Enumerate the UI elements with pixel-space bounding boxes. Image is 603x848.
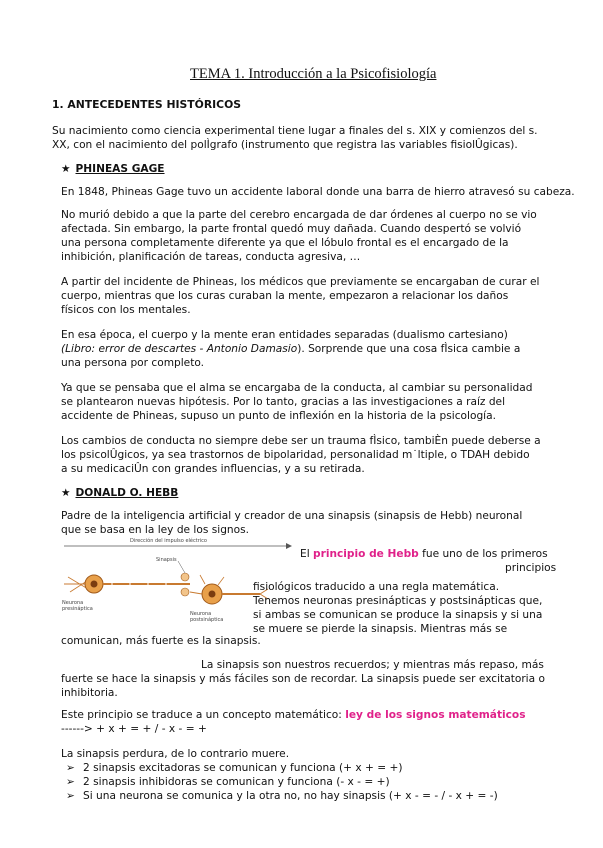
- postsynaptic-nucleus: [209, 591, 216, 598]
- hebb-p2-line-1: [300, 547, 548, 561]
- subheading-donald-hebb: [61, 486, 178, 500]
- hebb-p5-intro: La sinapsis perdura, de lo contrario muere.: [61, 748, 290, 760]
- figure-label-direction: Dirección del impulso eléctrico: [130, 538, 207, 544]
- intro-line-1: Su nacimiento como ciencia experimental tiene lugar a finales del s. XIX y comienzos del s.: [52, 125, 538, 137]
- figure-label-pre-2: presináptica: [62, 606, 93, 612]
- figure-label-pre-1: Neurona: [62, 600, 84, 606]
- phineas-p2-line-3: una persona completamente diferente ya que el lóbulo frontal es el encargado de la: [61, 237, 509, 249]
- arrow-bullet-icon: ➢: [66, 776, 75, 788]
- list-item-text: 2 sinapsis inhibidoras se comunican y funciona (- x - = +): [83, 776, 390, 788]
- hebb-p2-line-2: principios: [505, 562, 557, 574]
- hebb-p1-line-1: Padre de la inteligencia artificial y creador de una sinapsis (sinapsis de Hebb) neuronal: [61, 510, 523, 522]
- phineas-p1-line-1: En 1848, Phineas Gage tuvo un accidente laboral donde una barra de hierro atravesó su cabeza.: [61, 186, 575, 198]
- subheading-donald-hebb-text: DONALD O. HEBB: [75, 487, 179, 499]
- hebb-p2-wrap-1: fisiológicos traducido a una regla matemática.: [253, 581, 500, 593]
- section-heading-antecedentes: 1. ANTECEDENTES HISTÓRICOS: [52, 98, 242, 111]
- phineas-p6-line-2: los psicolÛgicos, ya sea trastornos de bipolaridad, personalidad m˙ltiple, o TDAH debido: [61, 449, 530, 461]
- phineas-p2-line-4: inhibición, planificación de tareas, conducta agresiva, …: [61, 251, 361, 263]
- list-item: [66, 775, 390, 789]
- impulse-direction-arrowhead: [286, 543, 292, 549]
- synaptic-terminal: [181, 573, 189, 581]
- phineas-p6-line-3: a su medicaciÛn con grandes influencias, y a su retirada.: [61, 463, 365, 475]
- principio-hebb-highlight: principio de Hebb: [313, 548, 419, 560]
- ley-signos-highlight: ley de los signos matemáticos: [345, 709, 526, 721]
- phineas-p5-line-2: se plantearon nuevas hipótesis. Por lo tanto, gracias a las investigaciones a raíz del: [61, 396, 506, 408]
- hebb-p2-last: comunican, más fuerte es la sinapsis.: [61, 635, 261, 647]
- list-item: [66, 789, 498, 803]
- synapse-pointer: [178, 561, 185, 573]
- document-title: TEMA 1. Introducción a la Psicofisiología: [190, 66, 437, 82]
- phineas-p5-line-3: accidente de Phineas, supuso un punto de inflexión en la historia de la psicología.: [61, 410, 496, 422]
- hebb-p2-wrap-4: se muere se pierde la sinapsis. Mientras más se: [253, 623, 508, 635]
- figure-label-synapse: Sinapsis: [156, 557, 177, 563]
- hebb-p4-line-1: [61, 708, 526, 722]
- arrow-bullet-icon: ➢: [66, 790, 75, 802]
- list-item: [66, 761, 403, 775]
- phineas-p2-line-2: afectada. Sin embargo, la parte frontal quedó muy dañada. Cuando despertó se volvió: [61, 223, 522, 235]
- subheading-phineas-gage: [61, 162, 165, 176]
- phineas-p4-line-1: En esa época, el cuerpo y la mente eran entidades separadas (dualismo cartesiano): [61, 329, 508, 341]
- list-item-text: 2 sinapsis excitadoras se comunican y funciona (+ x + = +): [83, 762, 403, 774]
- list-item-text: Si una neurona se comunica y la otra no, no hay sinapsis (+ x - = - / - x + = -): [83, 790, 498, 802]
- phineas-p2-line-1: No murió debido a que la parte del cerebro encargada de dar órdenes al cuerpo no se vio: [61, 209, 537, 221]
- intro-line-2: XX, con el nacimiento del polÌgrafo (instrumento que registra las variables fisiolÛgicas).: [52, 139, 518, 151]
- phineas-p6-line-1: Los cambios de conducta no siempre debe ser un trauma fÌsico, tambiÈn puede deberse a: [61, 435, 541, 447]
- figure-label-post-2: postsináptica: [190, 617, 224, 623]
- postsynaptic-dendrite: [218, 577, 224, 585]
- phineas-p4-line-3: una persona por completo.: [61, 357, 205, 369]
- synaptic-terminal: [181, 588, 189, 596]
- postsynaptic-dendrite: [200, 575, 205, 584]
- postsynaptic-dendrite: [190, 592, 202, 594]
- hebb-p2-wrap-3: si ambas se comunican se produce la sinapsis y si una: [253, 609, 543, 621]
- book-reference: (Libro: error de descartes - Antonio Damasio: [61, 343, 298, 355]
- phineas-p3-line-3: físicos con los mentales.: [61, 304, 191, 316]
- hebb-p3-line-1: La sinapsis son nuestros recuerdos; y mientras más repaso, más: [201, 659, 544, 671]
- hebb-p4-prefix: Este principio se traduce a un concepto matemático:: [61, 709, 346, 721]
- hebb-p2-prefix: El: [300, 548, 314, 560]
- phineas-p5-line-1: Ya que se pensaba que el alma se encargaba de la conducta, al cambiar su personalidad: [61, 382, 533, 394]
- presynaptic-nucleus: [91, 581, 98, 588]
- subheading-phineas-gage-text: PHINEAS GAGE: [75, 163, 165, 175]
- hebb-p3-line-2: fuerte se hace la sinapsis y más fáciles son de recordar. La sinapsis puede ser excitatoria o: [61, 673, 545, 685]
- star-icon: ★: [61, 163, 71, 175]
- hebb-p1-line-2: que se basa en la ley de los signos.: [61, 524, 250, 536]
- hebb-p2-wrap-2: Tenemos neuronas presinápticas y postsinápticas que,: [253, 595, 543, 607]
- arrow-bullet-icon: ➢: [66, 762, 75, 774]
- star-icon: ★: [61, 487, 71, 499]
- phineas-p4-line-2: [61, 342, 520, 356]
- hebb-p3-line-3: inhibitoria.: [61, 687, 118, 699]
- hebb-p4-line-2: ------> + x + = + / - x - = +: [61, 723, 207, 735]
- figure-label-post-1: Neurona: [190, 611, 212, 617]
- phineas-p4-line-2-rest: ). Sorprende que una cosa fÌsica cambie a: [297, 343, 521, 355]
- hebb-p2-suffix: fue uno de los primeros: [418, 548, 548, 560]
- phineas-p3-line-1: A partir del incidente de Phineas, los médicos que previamente se encargaban de curar el: [61, 276, 540, 288]
- phineas-p3-line-2: cuerpo, mientras que los curas curaban la mente, empezaron a relacionar los daños: [61, 290, 509, 302]
